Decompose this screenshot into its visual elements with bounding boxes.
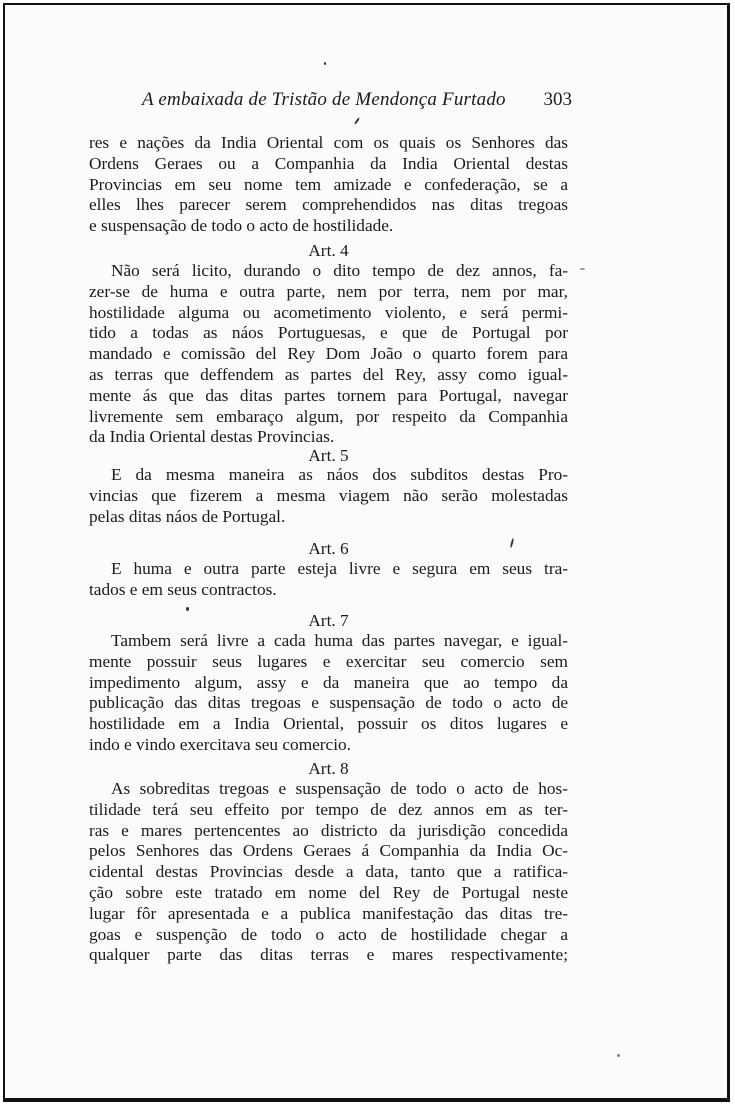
- paper-speck: [186, 607, 189, 611]
- paper-speck: [580, 268, 585, 270]
- article-heading: Art. 8: [308, 759, 349, 778]
- text-line: pelos Senhores das Ordens Geraes á Companhia da India Oc-: [89, 841, 568, 861]
- text-line: as terras que deffendem as partes del Rey, assy como igual-: [89, 364, 568, 384]
- text-line: e suspensação de todo o acto de hostilidade.: [89, 216, 394, 236]
- paper-speck: [617, 1054, 620, 1057]
- article-heading: Art. 4: [308, 241, 349, 260]
- text-line: mente ás que das ditas partes tornem para Portugal, navegar: [89, 385, 568, 405]
- text-line: As sobreditas tregoas e suspensação de todo o acto de hos-: [111, 779, 568, 798]
- article-heading: Art. 5: [308, 446, 349, 465]
- text-line: hostilidade alguma ou acometimento violento, e será permi-: [89, 302, 568, 322]
- text-line: zer-se de huma e outra parte, nem por terra, nem por mar,: [89, 281, 568, 301]
- text-line: livremente sem embaraço algum, por respeito da Companhia: [89, 406, 568, 426]
- page-number: 303: [543, 89, 572, 110]
- text-line: E da mesma maneira as náos dos subditos destas Pro-: [111, 465, 568, 484]
- article-paragraph: [89, 631, 568, 756]
- text-line: elles lhes parecer serem comprehendidos nas ditas tregoas: [89, 195, 568, 215]
- text-line: impedimento algum, assy e da maneira que ao tempo da: [89, 672, 568, 692]
- text-line: lugar fôr apresentada e a publica manifestação das ditas tre-: [89, 903, 568, 923]
- article-heading: Art. 6: [308, 539, 349, 558]
- text-line: res e nações da India Oriental com os quais os Senhores das: [89, 133, 568, 152]
- text-line: qualquer parte das ditas terras e mares respectivamente;: [89, 945, 568, 965]
- article-heading: Art. 7: [308, 611, 349, 630]
- intro-paragraph: [89, 133, 568, 237]
- running-header: [142, 89, 572, 115]
- text-line: ras e mares pertencentes ao districto da jurisdição concedida: [89, 820, 568, 840]
- text-line: pelas ditas náos de Portugal.: [89, 506, 286, 526]
- article-paragraph: [89, 779, 568, 966]
- text-line: Não será licito, durando o dito tempo de dez annos, fa-: [111, 261, 568, 280]
- text-line: vincias que fizerem a mesma viagem não serão molestadas: [89, 485, 568, 505]
- text-line: hostilidade em a India Oriental, possuir os ditos lugares e: [89, 714, 568, 734]
- text-line: Ordens Geraes ou a Companhia da India Oriental destas: [89, 153, 568, 173]
- text-line: goas e suspenção de todo o acto de hostilidade chegar a: [89, 924, 568, 944]
- text-line: tados e em seus contractos.: [89, 579, 277, 599]
- text-line: Provincias em seu nome tem amizade e confederação, se a: [89, 174, 568, 194]
- text-line: ção sobre este tratado em nome del Rey de Portugal neste: [89, 882, 568, 902]
- text-line: tido a todas as náos Portuguesas, e que de Portugal por: [89, 323, 568, 343]
- text-line: tilidade terá seu effeito por tempo de dez annos em as ter-: [89, 799, 568, 819]
- article-paragraph: [89, 465, 568, 527]
- text-line: indo e vindo exercitava seu comercio.: [89, 734, 351, 754]
- text-line: publicação das ditas tregoas e suspensação de todo o acto de: [89, 693, 568, 713]
- text-line: da India Oriental destas Provincias.: [89, 427, 335, 447]
- text-line: Tambem será livre a cada huma das partes navegar, e igual-: [111, 631, 568, 650]
- text-line: E huma e outra parte esteja livre e segura em seus tra-: [111, 559, 568, 578]
- running-title: A embaixada de Tristão de Mendonça Furtado: [142, 89, 506, 110]
- article-paragraph: [89, 559, 568, 601]
- text-line: cidental destas Provincias desde a data, tanto que a ratifica-: [89, 862, 568, 882]
- paper-speck: [324, 62, 326, 65]
- text-line: mandado e comissão del Rey Dom João o quarto forem para: [89, 344, 568, 364]
- text-line: mente possuir seus lugares e exercitar seu comercio sem: [89, 651, 568, 671]
- article-paragraph: [89, 261, 568, 448]
